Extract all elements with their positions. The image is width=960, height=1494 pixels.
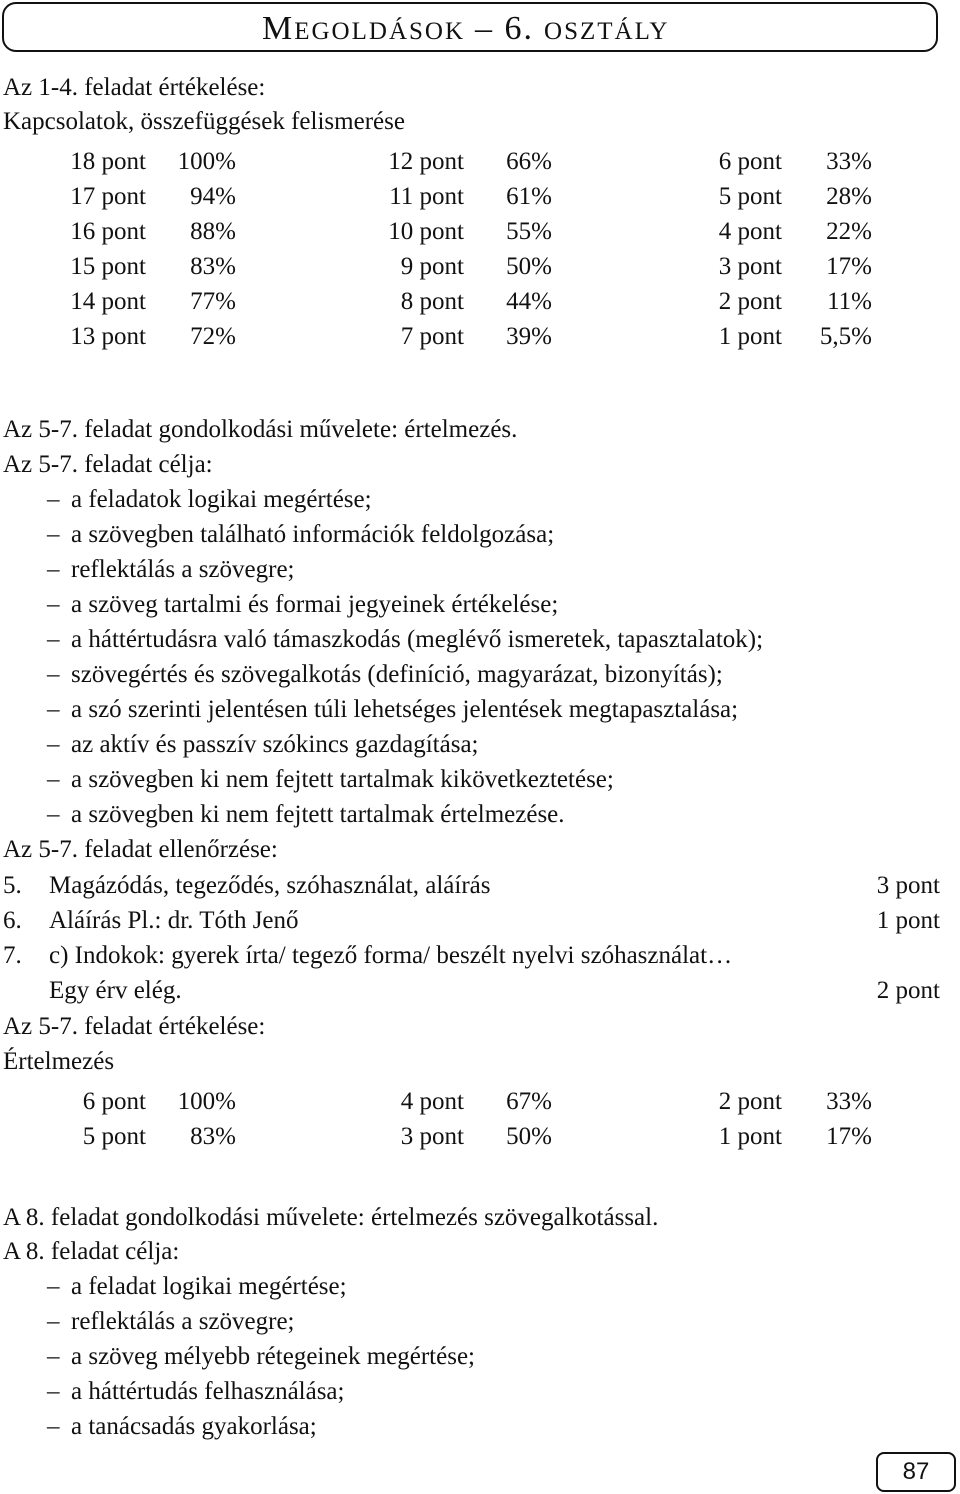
score-percent-cell: 28% xyxy=(826,183,872,210)
section1-subheading: Kapcsolatok, összefüggések felismerése xyxy=(3,108,405,135)
score-points-cell: 1 pont xyxy=(718,1123,782,1150)
score-points-cell: 4 pont xyxy=(400,1088,464,1115)
score-percent-cell: 11% xyxy=(827,288,872,315)
score-points-cell: 5 pont xyxy=(718,183,782,210)
page-number: 87 xyxy=(876,1452,956,1492)
list-dash: – xyxy=(47,1413,60,1440)
section2-check-heading: Az 5-7. feladat ellenőrzése: xyxy=(3,836,278,863)
score-points-cell: 17 pont xyxy=(70,183,146,210)
answer-text: c) Indokok: gyerek írta/ tegező forma/ beszélt nyelvi szóhasználat… xyxy=(49,942,733,969)
chapter-title-initial: M xyxy=(262,10,295,47)
score-points-cell: 15 pont xyxy=(70,253,146,280)
score-percent-cell: 67% xyxy=(506,1088,552,1115)
score-points-cell: 2 pont xyxy=(718,288,782,315)
score-points-cell: 6 pont xyxy=(718,148,782,175)
section2-eval-subheading: Értelmezés xyxy=(3,1048,115,1075)
score-percent-cell: 17% xyxy=(826,1123,872,1150)
answer-points: 1 pont xyxy=(876,907,940,934)
score-percent-cell: 33% xyxy=(826,148,872,175)
score-points-cell: 4 pont xyxy=(718,218,782,245)
list-item: a szöveg mélyebb rétegeinek megértése; xyxy=(71,1343,475,1370)
score-percent-cell: 72% xyxy=(190,323,236,350)
score-points-cell: 3 pont xyxy=(400,1123,464,1150)
list-dash: – xyxy=(47,486,60,513)
score-points-cell: 6 pont xyxy=(82,1088,146,1115)
score-points-cell: 12 pont xyxy=(388,148,464,175)
score-percent-cell: 5,5% xyxy=(819,323,872,350)
score-percent-cell: 77% xyxy=(190,288,236,315)
list-dash: – xyxy=(47,696,60,723)
list-dash: – xyxy=(47,1273,60,1300)
list-item: szövegértés és szövegalkotás (definíció, magyarázat, bizonyítás); xyxy=(71,661,723,688)
section2-eval-heading: Az 5-7. feladat értékelése: xyxy=(3,1013,266,1040)
score-percent-cell: 50% xyxy=(506,253,552,280)
list-item: a szövegben ki nem fejtett tartalmak értelmezése. xyxy=(71,801,565,828)
section1-heading: Az 1-4. feladat értékelése: xyxy=(3,74,266,101)
list-dash: – xyxy=(47,661,60,688)
score-percent-cell: 66% xyxy=(506,148,552,175)
list-dash: – xyxy=(47,521,60,548)
list-dash: – xyxy=(47,1378,60,1405)
score-percent-cell: 100% xyxy=(177,148,236,175)
score-percent-cell: 88% xyxy=(190,218,236,245)
list-item: a háttértudásra való támaszkodás (meglévő ismeretek, tapasztalatok); xyxy=(71,626,764,653)
list-item: a feladat logikai megértése; xyxy=(71,1273,347,1300)
list-item: a szó szerinti jelentésen túli lehetséges jelentések megtapasztalása; xyxy=(71,696,739,723)
score-percent-cell: 83% xyxy=(190,1123,236,1150)
score-percent-cell: 22% xyxy=(826,218,872,245)
score-points-cell: 8 pont xyxy=(400,288,464,315)
score-points-cell: 13 pont xyxy=(70,323,146,350)
list-dash: – xyxy=(47,731,60,758)
answer-number: 6. xyxy=(3,907,22,934)
list-item: a feladatok logikai megértése; xyxy=(71,486,372,513)
answer-text: Egy érv elég. xyxy=(49,977,182,1004)
list-item: a szövegben található információk feldolgozása; xyxy=(71,521,555,548)
score-points-cell: 1 pont xyxy=(718,323,782,350)
answer-number: 7. xyxy=(3,942,22,969)
answer-number: 5. xyxy=(3,872,22,899)
score-points-cell: 9 pont xyxy=(400,253,464,280)
score-percent-cell: 33% xyxy=(826,1088,872,1115)
score-points-cell: 11 pont xyxy=(389,183,464,210)
list-item: reflektálás a szövegre; xyxy=(71,1308,295,1335)
answer-points: 2 pont xyxy=(876,977,940,1004)
score-percent-cell: 55% xyxy=(506,218,552,245)
section2-goal-heading: Az 5-7. feladat célja: xyxy=(3,451,213,478)
list-dash: – xyxy=(47,556,60,583)
score-points-cell: 18 pont xyxy=(70,148,146,175)
list-item: a szövegben ki nem fejtett tartalmak kikövetkeztetése; xyxy=(71,766,614,793)
score-percent-cell: 17% xyxy=(826,253,872,280)
section2-operation: Az 5-7. feladat gondolkodási művelete: értelmezés. xyxy=(3,416,518,443)
list-dash: – xyxy=(47,1308,60,1335)
list-dash: – xyxy=(47,626,60,653)
score-points-cell: 2 pont xyxy=(718,1088,782,1115)
chapter-title-class: OSZTÁLY xyxy=(544,18,670,45)
score-percent-cell: 61% xyxy=(506,183,552,210)
answer-text: Magázódás, tegeződés, szóhasználat, aláírás xyxy=(49,872,491,899)
answer-text: Aláírás Pl.: dr. Tóth Jenő xyxy=(49,907,299,934)
score-points-cell: 3 pont xyxy=(718,253,782,280)
chapter-title-number: – 6. xyxy=(475,10,535,47)
score-percent-cell: 100% xyxy=(177,1088,236,1115)
score-points-cell: 5 pont xyxy=(82,1123,146,1150)
score-points-cell: 14 pont xyxy=(70,288,146,315)
score-points-cell: 7 pont xyxy=(400,323,464,350)
score-points-cell: 16 pont xyxy=(70,218,146,245)
list-item: a tanácsadás gyakorlása; xyxy=(71,1413,317,1440)
chapter-title-word: EGOLDÁSOK xyxy=(294,18,466,45)
answer-points: 3 pont xyxy=(876,872,940,899)
list-item: az aktív és passzív szókincs gazdagítása; xyxy=(71,731,479,758)
score-percent-cell: 50% xyxy=(506,1123,552,1150)
list-dash: – xyxy=(47,766,60,793)
score-percent-cell: 39% xyxy=(506,323,552,350)
section3-operation: A 8. feladat gondolkodási művelete: értelmezés szövegalkotással. xyxy=(3,1204,659,1231)
list-dash: – xyxy=(47,801,60,828)
section3-goal-heading: A 8. feladat célja: xyxy=(3,1238,180,1265)
list-dash: – xyxy=(47,591,60,618)
list-item: a szöveg tartalmi és formai jegyeinek értékelése; xyxy=(71,591,559,618)
score-percent-cell: 83% xyxy=(190,253,236,280)
score-percent-cell: 44% xyxy=(506,288,552,315)
list-item: a háttértudás felhasználása; xyxy=(71,1378,345,1405)
list-item: reflektálás a szövegre; xyxy=(71,556,295,583)
list-dash: – xyxy=(47,1343,60,1370)
chapter-title xyxy=(262,4,669,52)
score-points-cell: 10 pont xyxy=(388,218,464,245)
score-percent-cell: 94% xyxy=(190,183,236,210)
